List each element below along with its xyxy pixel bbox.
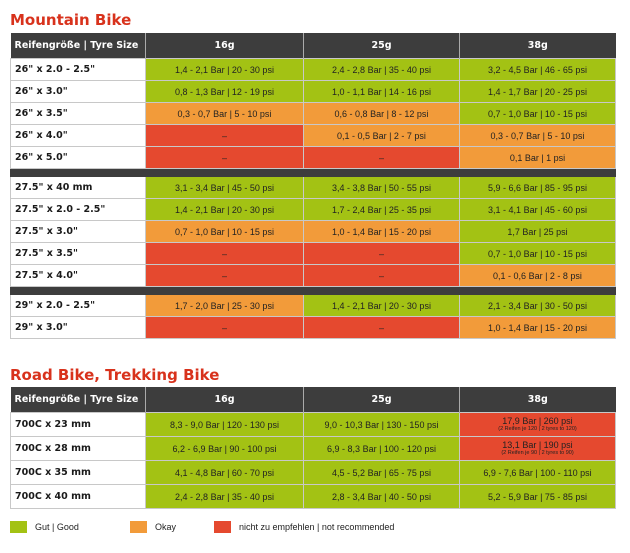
table-row	[11, 103, 616, 125]
pressure-cell: 1,0 - 1,4 Bar | 15 - 20 psi	[460, 317, 616, 339]
pressure-cell: 8,3 - 9,0 Bar | 120 - 130 psi	[146, 413, 304, 437]
tyre-size-cell: 26" x 5.0"	[11, 147, 146, 169]
group-separator	[11, 287, 616, 295]
road-bike-table	[10, 387, 616, 509]
pressure-cell: –	[146, 317, 304, 339]
legend-swatch-okay	[130, 521, 147, 533]
pressure-value: 13,1 Bar | 190 psi	[502, 440, 573, 450]
pressure-cell: 5,9 - 6,6 Bar | 85 - 95 psi	[460, 177, 616, 199]
pressure-cell: 2,1 - 3,4 Bar | 30 - 50 psi	[460, 295, 616, 317]
tyre-size-cell: 29" x 2.0 - 2.5"	[11, 295, 146, 317]
tyre-size-cell: 700C x 40 mm	[11, 485, 146, 509]
tyre-size-cell: 29" x 3.0"	[11, 317, 146, 339]
pressure-note: (2 Reifen je 90 | 2 tyres to 90)	[501, 450, 574, 456]
column-header-tyre-size: Reifengröße | Tyre Size	[11, 387, 146, 413]
column-header-25g: 25g	[304, 387, 460, 413]
pressure-cell: 0,6 - 0,8 Bar | 8 - 12 psi	[304, 103, 460, 125]
pressure-cell: 2,4 - 2,8 Bar | 35 - 40 psi	[146, 485, 304, 509]
mountain-bike-table	[10, 33, 616, 339]
legend-swatch-good	[10, 521, 27, 533]
pressure-cell: 0,1 Bar | 1 psi	[460, 147, 616, 169]
group-separator	[11, 169, 616, 177]
pressure-cell: 1,7 Bar | 25 psi	[460, 221, 616, 243]
table-row	[11, 59, 616, 81]
pressure-value: 17,9 Bar | 260 psi	[502, 416, 573, 426]
pressure-cell: 0,1 - 0,5 Bar | 2 - 7 psi	[304, 125, 460, 147]
pressure-cell: 4,1 - 4,8 Bar | 60 - 70 psi	[146, 461, 304, 485]
pressure-cell: 3,2 - 4,5 Bar | 46 - 65 psi	[460, 59, 616, 81]
table-row	[11, 413, 616, 437]
pressure-cell: 0,8 - 1,3 Bar | 12 - 19 psi	[146, 81, 304, 103]
pressure-cell: –	[304, 265, 460, 287]
pressure-cell: –	[146, 243, 304, 265]
legend-label-not-recommended: nicht zu empfehlen | not recommended	[239, 522, 395, 532]
pressure-cell: 3,1 - 3,4 Bar | 45 - 50 psi	[146, 177, 304, 199]
tyre-size-cell: 26" x 4.0"	[11, 125, 146, 147]
tyre-size-cell: 26" x 2.0 - 2.5"	[11, 59, 146, 81]
tyre-size-cell: 27.5" x 2.0 - 2.5"	[11, 199, 146, 221]
pressure-cell: 4,5 - 5,2 Bar | 65 - 75 psi	[304, 461, 460, 485]
pressure-cell: –	[304, 317, 460, 339]
pressure-note: (2 Reifen je 120 | 2 tyres to 120)	[498, 426, 577, 432]
table-row	[11, 221, 616, 243]
table-header-row	[11, 387, 616, 413]
table-row	[11, 199, 616, 221]
pressure-cell: 6,9 - 7,6 Bar | 100 - 110 psi	[460, 461, 616, 485]
pressure-cell: 2,8 - 3,4 Bar | 40 - 50 psi	[304, 485, 460, 509]
tyre-size-cell: 26" x 3.0"	[11, 81, 146, 103]
table-header-row	[11, 33, 616, 59]
tyre-size-cell: 27.5" x 3.5"	[11, 243, 146, 265]
legend-label-good: Gut | Good	[35, 522, 79, 532]
pressure-cell: 3,4 - 3,8 Bar | 50 - 55 psi	[304, 177, 460, 199]
pressure-cell: 6,9 - 8,3 Bar | 100 - 120 psi	[304, 437, 460, 461]
pressure-cell: –	[146, 125, 304, 147]
pressure-cell: 1,7 - 2,4 Bar | 25 - 35 psi	[304, 199, 460, 221]
table-row	[11, 317, 616, 339]
table-row	[11, 243, 616, 265]
pressure-cell: 0,1 - 0,6 Bar | 2 - 8 psi	[460, 265, 616, 287]
separator-bar	[11, 287, 616, 295]
pressure-cell: 0,7 - 1,0 Bar | 10 - 15 psi	[146, 221, 304, 243]
pressure-cell: 1,4 - 1,7 Bar | 20 - 25 psi	[460, 81, 616, 103]
pressure-cell: –	[146, 147, 304, 169]
pressure-cell: 3,1 - 4,1 Bar | 45 - 60 psi	[460, 199, 616, 221]
table-row	[11, 147, 616, 169]
table-row	[11, 81, 616, 103]
pressure-cell: 1,0 - 1,1 Bar | 14 - 16 psi	[304, 81, 460, 103]
tyre-size-cell: 27.5" x 40 mm	[11, 177, 146, 199]
pressure-cell: 1,4 - 2,1 Bar | 20 - 30 psi	[146, 199, 304, 221]
pressure-cell: 9,0 - 10,3 Bar | 130 - 150 psi	[304, 413, 460, 437]
pressure-cell: 0,7 - 1,0 Bar | 10 - 15 psi	[460, 103, 616, 125]
column-header-38g: 38g	[460, 33, 616, 59]
pressure-cell: 5,2 - 5,9 Bar | 75 - 85 psi	[460, 485, 616, 509]
column-header-tyre-size: Reifengröße | Tyre Size	[11, 33, 146, 59]
pressure-cell: –	[146, 265, 304, 287]
column-header-16g: 16g	[146, 387, 304, 413]
tyre-size-cell: 27.5" x 4.0"	[11, 265, 146, 287]
pressure-cell: 6,2 - 6,9 Bar | 90 - 100 psi	[146, 437, 304, 461]
tyre-size-cell: 700C x 23 mm	[11, 413, 146, 437]
table-row	[11, 177, 616, 199]
tyre-size-cell: 27.5" x 3.0"	[11, 221, 146, 243]
legend-item-good	[10, 521, 79, 533]
table-row	[11, 437, 616, 461]
column-header-16g: 16g	[146, 33, 304, 59]
pressure-cell: 0,7 - 1,0 Bar | 10 - 15 psi	[460, 243, 616, 265]
table-row	[11, 461, 616, 485]
tyre-size-cell: 700C x 35 mm	[11, 461, 146, 485]
pressure-cell: 1,7 - 2,0 Bar | 25 - 30 psi	[146, 295, 304, 317]
pressure-cell: –	[304, 243, 460, 265]
pressure-cell: 1,4 - 2,1 Bar | 20 - 30 psi	[304, 295, 460, 317]
road-bike-title: Road Bike, Trekking Bike	[10, 366, 220, 384]
legend	[10, 521, 610, 537]
pressure-cell: 1,0 - 1,4 Bar | 15 - 20 psi	[304, 221, 460, 243]
legend-item-not-recommended	[214, 521, 394, 533]
pressure-cell	[460, 437, 616, 461]
table-row	[11, 265, 616, 287]
column-header-38g: 38g	[460, 387, 616, 413]
pressure-cell: 1,4 - 2,1 Bar | 20 - 30 psi	[146, 59, 304, 81]
table-row	[11, 295, 616, 317]
legend-swatch-not-recommended	[214, 521, 231, 533]
mountain-bike-title: Mountain Bike	[10, 11, 132, 29]
column-header-25g: 25g	[304, 33, 460, 59]
pressure-cell: 0,3 - 0,7 Bar | 5 - 10 psi	[460, 125, 616, 147]
legend-label-okay: Okay	[155, 522, 177, 532]
tyre-size-cell: 26" x 3.5"	[11, 103, 146, 125]
pressure-cell: 2,4 - 2,8 Bar | 35 - 40 psi	[304, 59, 460, 81]
tyre-size-cell: 700C x 28 mm	[11, 437, 146, 461]
pressure-cell: 0,3 - 0,7 Bar | 5 - 10 psi	[146, 103, 304, 125]
legend-item-okay	[130, 521, 176, 533]
table-row	[11, 125, 616, 147]
pressure-cell	[460, 413, 616, 437]
separator-bar	[11, 169, 616, 177]
pressure-cell: –	[304, 147, 460, 169]
table-row	[11, 485, 616, 509]
